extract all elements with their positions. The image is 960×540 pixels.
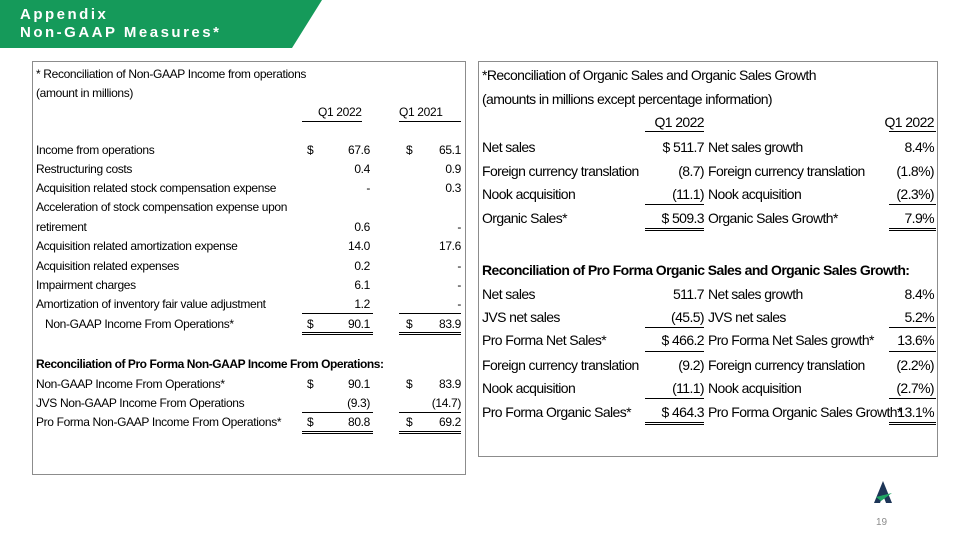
row-label: Acquisition related expenses <box>36 259 179 273</box>
row-value: 67.6 <box>348 143 370 157</box>
row-value: $ 509.3 <box>661 210 704 226</box>
subtotal-line <box>889 327 936 328</box>
currency-symbol: $ <box>406 415 413 429</box>
row-value: - <box>457 259 461 273</box>
row-value: 65.1 <box>439 143 461 157</box>
row-label: JVS net sales <box>708 309 786 325</box>
currency-symbol: $ <box>406 377 413 391</box>
currency-symbol: $ <box>406 317 413 331</box>
row-label: JVS Non-GAAP Income From Operations <box>36 396 245 410</box>
row-value: (9.2) <box>678 357 704 373</box>
header-underline <box>302 121 362 122</box>
row-value: (11.1) <box>672 380 704 396</box>
row-percent: 8.4% <box>904 139 934 155</box>
currency-symbol: $ <box>307 415 314 429</box>
row-label: Non-GAAP Income From Operations* <box>36 377 225 391</box>
column-header-sales: Q1 2022 <box>654 114 704 130</box>
row-value: 0.4 <box>354 162 370 176</box>
row-label: Income from operations <box>36 143 155 157</box>
row-label: Net sales growth <box>708 139 803 155</box>
row-percent: 13.6% <box>897 332 934 348</box>
currency-symbol: $ <box>307 377 314 391</box>
row-percent: 5.2% <box>904 309 934 325</box>
row-percent: (2.3%) <box>896 186 934 202</box>
row-value: 69.2 <box>439 415 461 429</box>
subtotal-line <box>645 327 704 328</box>
row-value: - <box>457 278 461 292</box>
row-value: 0.6 <box>354 220 370 234</box>
subtotal-line <box>889 204 936 205</box>
row-label: Restructuring costs <box>36 162 133 176</box>
row-value: 17.6 <box>439 239 461 253</box>
total-double-line <box>645 228 704 231</box>
row-value: 6.1 <box>354 278 370 292</box>
row-percent: 8.4% <box>904 286 934 302</box>
table-subtitle: (amounts in millions except percentage information) <box>482 91 772 107</box>
organic-sales-table <box>478 61 938 457</box>
pro-forma-section-title: Reconciliation of Pro Forma Organic Sales and Organic Sales Growth: <box>482 262 910 278</box>
row-label: Pro Forma Net Sales* <box>482 332 607 348</box>
table-title: *Reconciliation of Organic Sales and Organic Sales Growth <box>482 67 816 83</box>
row-value: 90.1 <box>348 377 370 391</box>
row-value: 83.9 <box>439 377 461 391</box>
subtotal-line <box>889 351 936 352</box>
currency-symbol: $ <box>307 143 314 157</box>
header-underline <box>889 131 936 132</box>
row-value: - <box>457 297 461 311</box>
row-value: (8.7) <box>678 163 704 179</box>
row-label: Acquisition related amortization expense <box>36 239 238 253</box>
row-label: Acquisition related stock compensation expense <box>36 181 277 195</box>
row-value: 0.2 <box>354 259 370 273</box>
row-label: Net sales <box>482 139 535 155</box>
non-gaap-income-table <box>32 61 466 475</box>
row-label: Pro Forma Net Sales growth* <box>708 332 874 348</box>
page-title <box>20 6 221 42</box>
subtotal-line <box>302 313 373 314</box>
column-header-q1-2021: Q1 2021 <box>399 105 443 119</box>
row-percent: (2.2%) <box>896 357 934 373</box>
row-value: $ 464.3 <box>661 404 704 420</box>
row-value: (11.1) <box>672 186 704 202</box>
row-label: Pro Forma Non-GAAP Income From Operations* <box>36 415 282 429</box>
currency-symbol: $ <box>307 317 314 331</box>
subtotal-line <box>645 204 704 205</box>
row-label: Pro Forma Organic Sales* <box>482 404 631 420</box>
subtotal-line <box>889 398 936 399</box>
row-percent: (1.8%) <box>896 163 934 179</box>
row-label: Nook acquisition <box>708 380 802 396</box>
row-value: (14.7) <box>431 396 461 410</box>
row-label: Nook acquisition <box>708 186 802 202</box>
header-underline <box>645 131 704 132</box>
logo-dark-shape <box>874 481 892 503</box>
row-value: 1.2 <box>354 297 370 311</box>
total-row-value: 83.9 <box>439 317 461 331</box>
subtotal-line <box>399 313 461 314</box>
row-label: Acceleration of stock compensation expense upon <box>36 200 288 214</box>
row-label: Foreign currency translation <box>708 163 865 179</box>
row-value: 0.3 <box>445 181 461 195</box>
header-underline <box>399 121 461 122</box>
subtotal-line <box>399 412 461 413</box>
row-label: Organic Sales Growth* <box>708 210 838 226</box>
page-number: 19 <box>876 517 888 528</box>
row-value: (45.5) <box>671 309 704 325</box>
total-double-line <box>302 431 373 434</box>
row-value: 0.9 <box>445 162 461 176</box>
row-label: Pro Forma Organic Sales Growth* <box>708 404 902 420</box>
row-label: Foreign currency translation <box>708 357 865 373</box>
row-value: $ 466.2 <box>661 332 704 348</box>
row-label: Nook acquisition <box>482 186 576 202</box>
row-percent: 13.1% <box>897 404 934 420</box>
subtotal-line <box>302 412 373 413</box>
total-row-label: Non-GAAP Income From Operations* <box>45 317 234 331</box>
row-value: 80.8 <box>348 415 370 429</box>
total-double-line <box>302 332 373 335</box>
row-value: - <box>366 181 370 195</box>
subtotal-line <box>645 351 704 352</box>
row-value: 511.7 <box>673 286 704 302</box>
column-header-growth: Q1 2022 <box>884 114 934 130</box>
total-row-value: 90.1 <box>348 317 370 331</box>
row-value: $ 511.7 <box>662 139 704 155</box>
total-double-line <box>399 332 461 335</box>
row-percent: 7.9% <box>904 210 934 226</box>
subtotal-line <box>645 398 704 399</box>
table-subtitle: (amount in millions) <box>36 86 134 100</box>
row-percent: (2.7%) <box>896 380 934 396</box>
total-double-line <box>399 431 461 434</box>
row-label: Net sales <box>482 286 535 302</box>
row-label: Foreign currency translation <box>482 163 639 179</box>
row-label: Organic Sales* <box>482 210 567 226</box>
title-line-1: Appendix <box>20 6 109 23</box>
title-line-2: Non-GAAP Measures* <box>20 24 222 41</box>
row-value: (9.3) <box>347 396 370 410</box>
row-value: 14.0 <box>348 239 370 253</box>
total-double-line <box>889 228 936 231</box>
pro-forma-section-title: Reconciliation of Pro Forma Non-GAAP Income From Operations: <box>36 357 384 371</box>
total-double-line <box>889 422 936 425</box>
total-double-line <box>645 422 704 425</box>
row-label: retirement <box>36 220 87 234</box>
row-label: Net sales growth <box>708 286 803 302</box>
row-label: Amortization of inventory fair value adjustment <box>36 297 266 311</box>
company-logo-icon <box>872 481 894 505</box>
column-header-q1-2022: Q1 2022 <box>318 105 362 119</box>
row-label: Foreign currency translation <box>482 357 639 373</box>
row-value: - <box>457 220 461 234</box>
currency-symbol: $ <box>406 143 413 157</box>
table-title: * Reconciliation of Non-GAAP Income from operations <box>36 67 307 81</box>
row-label: Nook acquisition <box>482 380 576 396</box>
row-label: Impairment charges <box>36 278 136 292</box>
row-label: JVS net sales <box>482 309 560 325</box>
